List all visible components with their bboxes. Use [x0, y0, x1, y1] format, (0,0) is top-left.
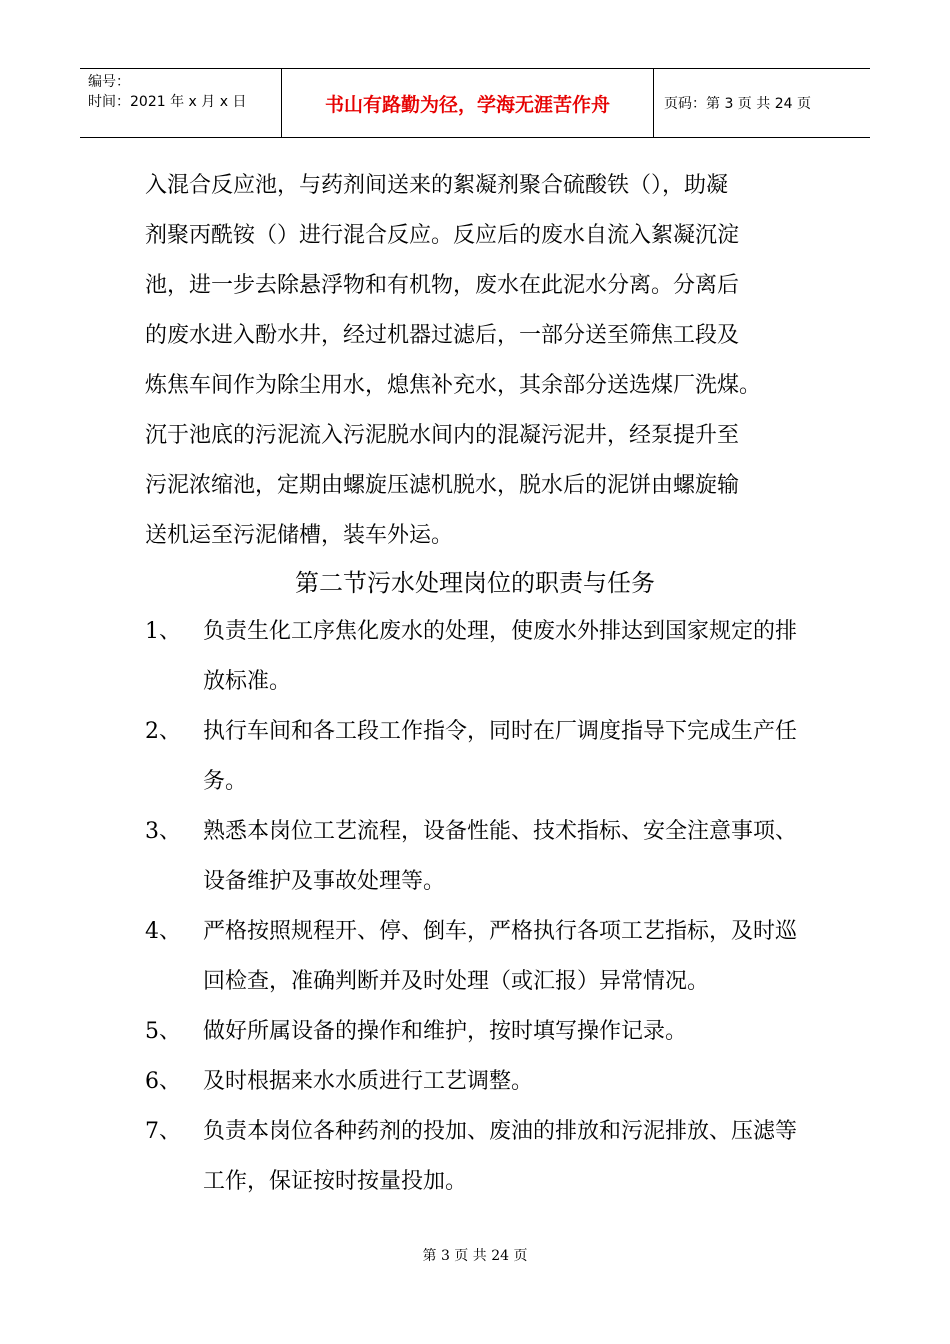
header-motto: 书山有路勤为径，学海无涯苦作舟 [282, 69, 654, 137]
list-item [145, 1107, 835, 1207]
list-item-number: 4、 [145, 919, 181, 944]
doc-time-label: 时间：2021 年 x 月 x 日 [88, 94, 247, 110]
body-line: 炼焦车间作为除尘用水，熄焦补充水，其余部分送选煤厂洗煤。 [145, 373, 762, 398]
list-item [145, 907, 835, 1007]
body-line: 池，进一步去除悬浮物和有机物，废水在此泥水分离。分离后 [145, 273, 740, 298]
list-item [145, 707, 835, 807]
body-line: 送机运至污泥储槽，装车外运。 [145, 523, 454, 548]
list-item-text: 负责本岗位各种药剂的投加、废油的排放和污泥排放、压滤等工作，保证按时按量投加。 [203, 1119, 798, 1194]
list-item-number: 6、 [145, 1069, 181, 1094]
header-page-info: 页码：第 3 页 共 24 页 [664, 96, 811, 112]
list-item-number: 5、 [145, 1019, 181, 1044]
list-item [145, 1057, 835, 1107]
list-item [145, 1007, 835, 1057]
section-title: 第二节污水处理岗位的职责与任务 [295, 569, 655, 597]
list-item-number: 7、 [145, 1119, 181, 1144]
body-line: 沉于池底的污泥流入污泥脱水间内的混凝污泥井，经泵提升至 [145, 423, 740, 448]
list-item-number: 1、 [145, 619, 181, 644]
page-header [80, 68, 870, 138]
list-item-text: 做好所属设备的操作和维护，按时填写操作记录。 [203, 1019, 688, 1044]
list-item [145, 807, 835, 907]
list-item-number: 2、 [145, 719, 181, 744]
list-item-number: 3、 [145, 819, 181, 844]
duties-list [145, 607, 835, 1207]
page-footer: 第 3 页 共 24 页 [422, 1248, 528, 1264]
list-item-text: 熟悉本岗位工艺流程，设备性能、技术指标、安全注意事项、设备维护及事故处理等。 [203, 819, 798, 894]
body-line: 的废水进入酚水井，经过机器过滤后，一部分送至筛焦工段及 [145, 323, 740, 348]
body-line: 污泥浓缩池，定期由螺旋压滤机脱水，脱水后的泥饼由螺旋输 [145, 473, 740, 498]
body-line: 入混合反应池，与药剂间送来的絮凝剂聚合硫酸铁（），助凝 [145, 173, 729, 198]
list-item-text: 执行车间和各工段工作指令，同时在厂调度指导下完成生产任务。 [203, 719, 798, 794]
list-item-text: 严格按照规程开、停、倒车，严格执行各项工艺指标，及时巡回检查，准确判断并及时处理（或汇报）异常情况。 [203, 919, 798, 994]
header-meta [80, 69, 282, 137]
doc-number-label: 编号： [88, 74, 130, 90]
list-item-text: 负责生化工序焦化废水的处理，使废水外排达到国家规定的排放标准。 [203, 619, 798, 694]
list-item-text: 及时根据来水水质进行工艺调整。 [203, 1069, 534, 1094]
body-line: 剂聚丙酰铵（）进行混合反应。反应后的废水自流入絮凝沉淀 [145, 223, 740, 248]
list-item [145, 607, 835, 707]
